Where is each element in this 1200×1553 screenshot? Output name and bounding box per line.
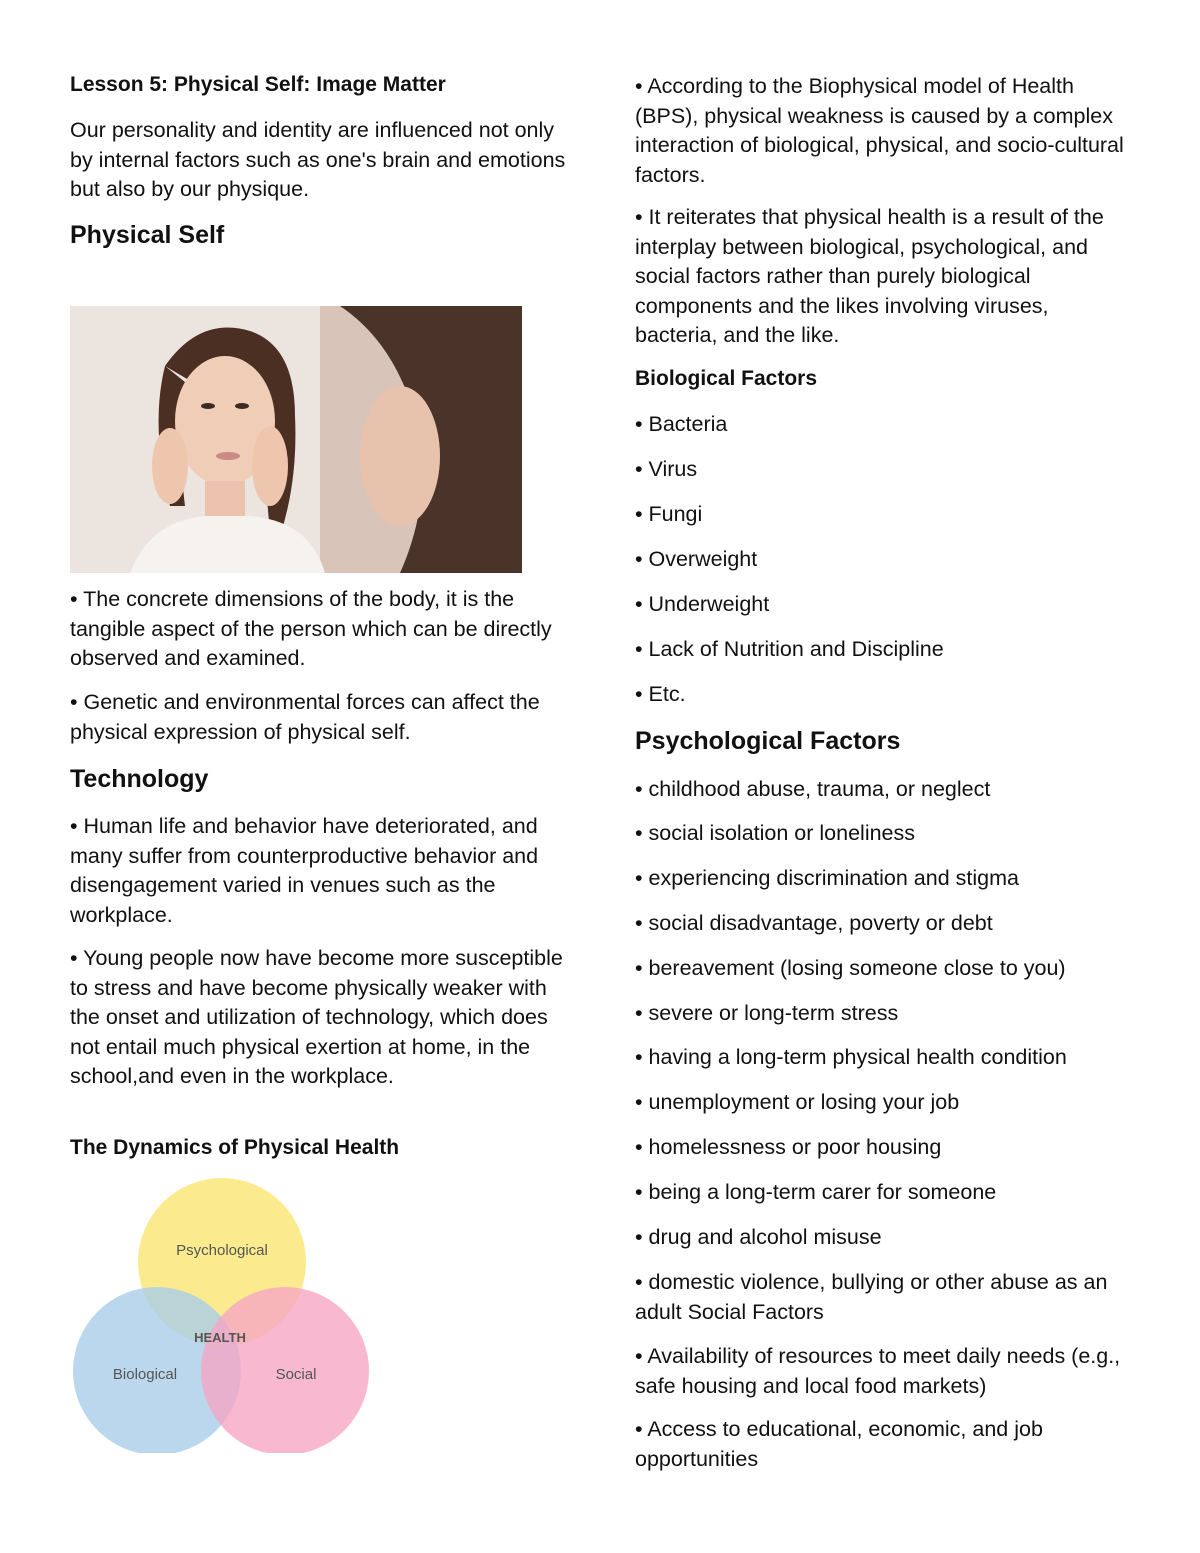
biological-item: • Fungi <box>635 502 703 526</box>
lesson-title: Lesson 5: Physical Self: Image Matter <box>70 73 446 96</box>
technology-heading: Technology <box>70 765 209 793</box>
biological-item: • Overweight <box>635 547 758 571</box>
bps-bullet-2: • It reiterates that physical health is a result of the interplay between biological, psychological, and social factors rather than purely biological components and the likes involving viruses, bacteria, and the like. <box>635 205 1104 347</box>
bps-bullet-1: • According to the Biophysical model of Health (BPS), physical weakness is caused by a complex interaction of biological, physical, and socio-cultural factors. <box>635 74 1124 187</box>
psychological-item: • social disadvantage, poverty or debt <box>635 911 993 935</box>
mirror-photo <box>70 306 522 573</box>
psychological-factors-heading: Psychological Factors <box>635 727 901 755</box>
psychological-label: Psychological <box>176 1242 268 1259</box>
psychological-item: • experiencing discrimination and stigma <box>635 866 1019 890</box>
psychological-item: • being a long-term carer for someone <box>635 1180 997 1204</box>
woman-mirror-illustration <box>70 306 522 573</box>
psychological-item: • Access to educational, economic, and job opportunities <box>635 1417 1043 1471</box>
biological-item: • Underweight <box>635 592 770 616</box>
psychological-item: • unemployment or losing your job <box>635 1090 960 1114</box>
physical-self-bullet-2: • Genetic and environmental forces can affect the physical expression of physical self. <box>70 690 540 744</box>
psychological-item: • Availability of resources to meet daily needs (e.g., safe housing and local food markets) <box>635 1344 1121 1398</box>
biological-label: Biological <box>112 1366 178 1383</box>
physical-self-bullet-1: • The concrete dimensions of the body, it is the tangible aspect of the person which can be directly observed and examined. <box>70 587 552 670</box>
technology-bullet-1: • Human life and behavior have deteriorated, and many suffer from counterproductive behavior and disengagement varied in venues such as the workplace. <box>70 814 539 927</box>
dynamics-heading: The Dynamics of Physical Health <box>70 1136 400 1159</box>
psychological-item: • social isolation or loneliness <box>635 821 916 845</box>
psychological-item: • childhood abuse, trauma, or neglect <box>635 777 991 801</box>
health-label: HEALTH <box>194 1330 246 1345</box>
psychological-item: • having a long-term physical health condition <box>635 1045 1067 1069</box>
biological-item: • Lack of Nutrition and Discipline <box>635 637 944 661</box>
psychological-item: • severe or long-term stress <box>635 1001 899 1025</box>
social-label: Social <box>275 1366 317 1383</box>
biological-factors-heading: Biological Factors <box>635 367 818 390</box>
psychological-item: • domestic violence, bullying or other abuse as an adult Social Factors <box>635 1270 1108 1324</box>
psychological-item: • drug and alcohol misuse <box>635 1225 882 1249</box>
psychological-item: • homelessness or poor housing <box>635 1135 942 1159</box>
intro-paragraph: Our personality and identity are influenced not only by internal factors such as one's brain and emotions but also by our physique. <box>70 118 566 201</box>
physical-self-heading: Physical Self <box>70 221 225 249</box>
biological-item: • Etc. <box>635 682 686 706</box>
biological-item: • Virus <box>635 457 698 481</box>
psychological-item: • bereavement (losing someone close to you) <box>635 956 1066 980</box>
technology-bullet-2: • Young people now have become more susceptible to stress and have become physically weaker with the onset and utilization of technology, which does not entail much physical exertion at home, in the school,and even in the workplace. <box>70 946 563 1088</box>
biological-item: • Bacteria <box>635 412 728 436</box>
health-venn-diagram <box>70 1178 380 1453</box>
